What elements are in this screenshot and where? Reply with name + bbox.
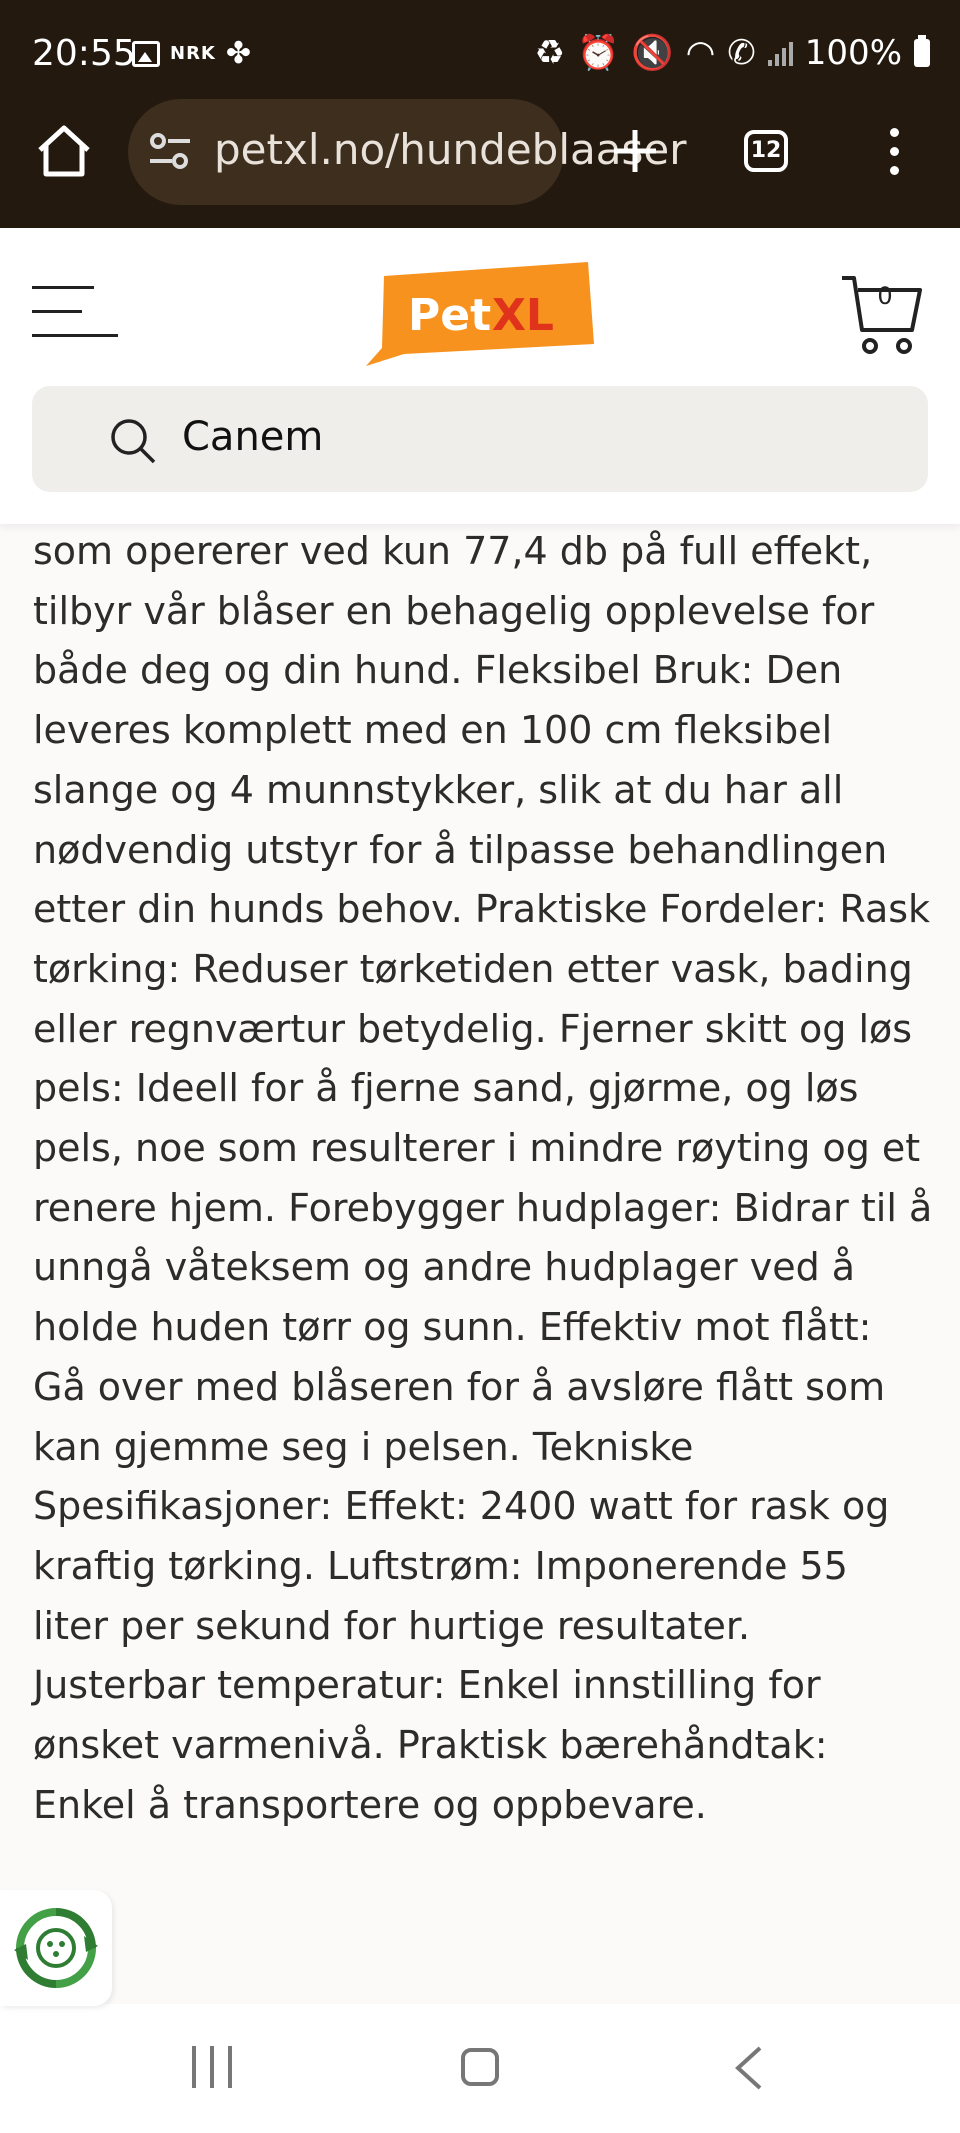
alarm-icon: ⏰ — [576, 33, 620, 73]
mute-icon: 🔇 — [631, 33, 674, 73]
recent-apps-icon[interactable] — [192, 2046, 236, 2088]
search-value: Canem — [182, 414, 324, 460]
new-tab-icon[interactable] — [610, 126, 660, 176]
battery-percent: 100% — [804, 33, 902, 73]
tab-switcher-button[interactable]: 12 — [744, 130, 788, 172]
search-input[interactable] — [32, 386, 928, 492]
product-description-section — [0, 524, 960, 2004]
back-icon[interactable] — [734, 2046, 764, 2090]
nrk-icon: NRK — [170, 43, 216, 64]
system-nav-bar — [0, 2004, 960, 2133]
nav-home-icon[interactable] — [461, 2048, 499, 2086]
site-settings-icon[interactable] — [148, 131, 192, 173]
more-menu-icon[interactable] — [884, 128, 904, 176]
recycle-icon: ♻ — [534, 33, 565, 73]
status-left-icons — [132, 36, 251, 71]
logo-text-pet: Pet — [408, 290, 492, 341]
status-time: 20:55 — [32, 33, 136, 74]
cart-count: 0 — [877, 282, 893, 310]
browser-chrome — [0, 0, 960, 228]
search-icon — [108, 416, 158, 466]
product-description: som opererer ved kun 77,4 db på full effekt, tilbyr vår blåser en behagelig opplevelse for både deg og din hund. Fleksibel Bruk: Den leveres komplett med en 100 cm fleksibel slange og 4 munnstykker, slik at du har all nødvendig utstyr for å tilpasse behandlingen etter din hunds behov. Praktiske Fordeler: Rask tørking: Reduser tørketiden etter vask, bading eller regnværtur betydelig. Fjerner skitt og løs pels: Ideell for å fjerne sand, gjørme, og løs pels, noe som resulterer i mindre røyting og et renere hjem. Forebygger hudplager: Bidrar til å unngå våteksem og andre hudplager ved å holde huden tørr og sunn. Effektiv mot flått: Gå over med blåseren for å avsløre flått som kan gjemme seg i pelsen. Tekniske Spesifikasjoner: Effekt: 2400 watt for rask og kraftig tørking. Luftstrøm: Imponerende 55 liter per sekund for hurtige resultater. Justerbar temperatur: Enkel innstilling for ønsket varmenivå. Praktisk bærehåndtak: Enkel å transportere og oppbevare. — [33, 529, 933, 1827]
petxl-logo[interactable] — [364, 258, 596, 370]
wifi-icon: ◠ — [685, 33, 716, 73]
fan-icon: ✤ — [225, 36, 252, 71]
hamburger-menu-icon[interactable] — [32, 284, 118, 340]
cart-button[interactable] — [840, 274, 924, 356]
image-icon — [132, 41, 160, 67]
signal-icon — [768, 40, 793, 66]
status-right-icons — [534, 33, 930, 73]
wifi-call-icon: ✆ — [727, 33, 756, 73]
eco-badge[interactable] — [0, 1890, 112, 2006]
url-bar[interactable] — [128, 99, 687, 205]
home-icon[interactable] — [36, 124, 92, 178]
eco-recycle-icon — [14, 1906, 98, 1990]
logo-text-xl: XL — [492, 290, 554, 341]
battery-icon — [914, 39, 930, 67]
url-text[interactable]: petxl.no/hundeblaaser — [214, 125, 687, 174]
site-header — [0, 228, 960, 524]
